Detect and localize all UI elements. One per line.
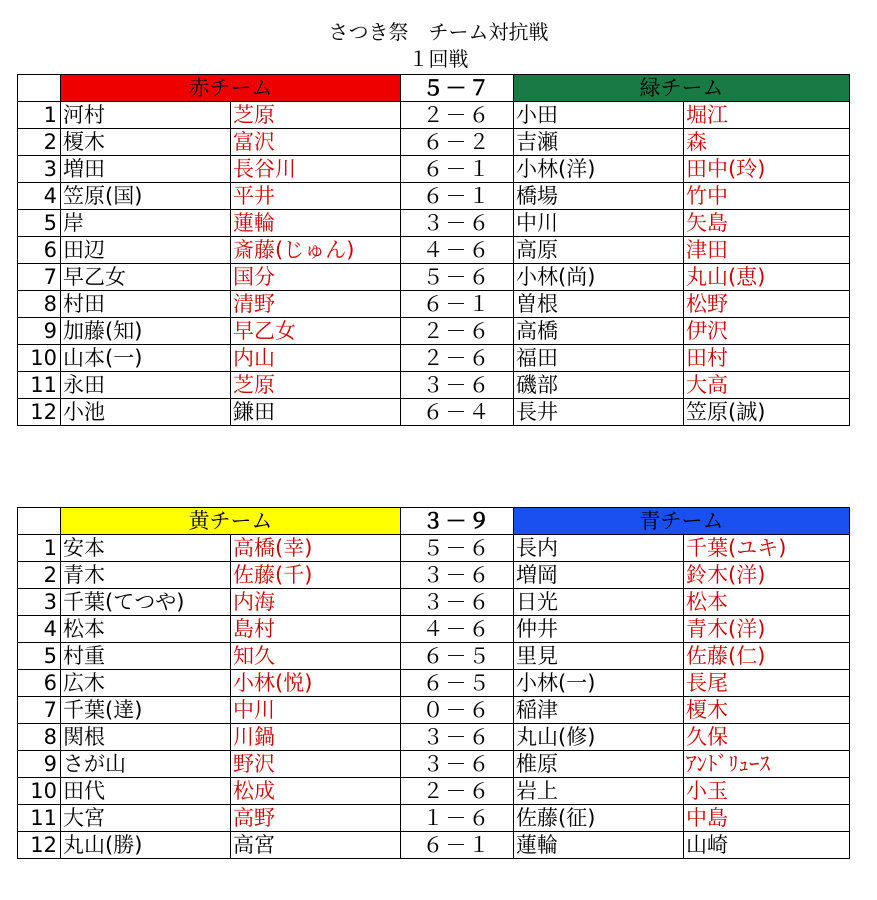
table-row [18, 237, 850, 264]
left-player-2: 清野 [231, 291, 401, 318]
table-row [18, 589, 850, 616]
left-team-header: 赤チーム [61, 75, 401, 102]
match-score: ６－４ [401, 399, 514, 426]
left-player-1: 安本 [61, 535, 231, 562]
row-number: 8 [18, 724, 61, 751]
left-player-1: 松本 [61, 616, 231, 643]
row-number: 10 [18, 345, 61, 372]
row-number: 9 [18, 751, 61, 778]
right-player-2: 小玉 [684, 778, 850, 805]
match-score: ４－６ [401, 237, 514, 264]
left-player-2: 富沢 [231, 129, 401, 156]
left-player-1: 増田 [61, 156, 231, 183]
left-player-2: 鎌田 [231, 399, 401, 426]
row-number: 11 [18, 805, 61, 832]
right-player-2: 松本 [684, 589, 850, 616]
left-player-2: 野沢 [231, 751, 401, 778]
right-player-1: 小田 [514, 102, 684, 129]
right-player-1: 小林(洋) [514, 156, 684, 183]
table-row [18, 643, 850, 670]
left-player-1: 広木 [61, 670, 231, 697]
left-player-1: 加藤(知) [61, 318, 231, 345]
row-number: 5 [18, 643, 61, 670]
right-player-2: 中島 [684, 805, 850, 832]
left-player-2: 中川 [231, 697, 401, 724]
row-number: 5 [18, 210, 61, 237]
left-player-1: 田代 [61, 778, 231, 805]
match-score: ６－１ [401, 156, 514, 183]
match-score: ５－６ [401, 535, 514, 562]
right-player-2: 長尾 [684, 670, 850, 697]
left-player-1: 岸 [61, 210, 231, 237]
table-row [18, 183, 850, 210]
left-player-1: 大宮 [61, 805, 231, 832]
right-player-1: 里見 [514, 643, 684, 670]
right-player-2: 笠原(誠) [684, 399, 850, 426]
right-player-2: 久保 [684, 724, 850, 751]
match-score: ６－２ [401, 129, 514, 156]
match-score: ３－６ [401, 589, 514, 616]
row-number: 7 [18, 264, 61, 291]
header-row [18, 508, 850, 535]
right-player-1: 長内 [514, 535, 684, 562]
left-player-2: 高橋(幸) [231, 535, 401, 562]
match-score: ５－６ [401, 264, 514, 291]
left-player-1: 河村 [61, 102, 231, 129]
left-player-2: 早乙女 [231, 318, 401, 345]
right-player-1: 佐藤(征) [514, 805, 684, 832]
right-player-2: 堀江 [684, 102, 850, 129]
row-number: 6 [18, 237, 61, 264]
row-number: 6 [18, 670, 61, 697]
right-team-header: 青チーム [514, 508, 850, 535]
left-player-2: 小林(悦) [231, 670, 401, 697]
right-player-2: 山崎 [684, 832, 850, 859]
right-player-1: 仲井 [514, 616, 684, 643]
left-player-2: 斎藤(じゅん) [231, 237, 401, 264]
corner-cell [18, 75, 61, 102]
match-score: ３－６ [401, 210, 514, 237]
table-row [18, 535, 850, 562]
row-number: 7 [18, 697, 61, 724]
right-player-1: 小林(一) [514, 670, 684, 697]
left-player-2: 平井 [231, 183, 401, 210]
table-row [18, 832, 850, 859]
right-player-1: 稲津 [514, 697, 684, 724]
left-player-2: 蓮輪 [231, 210, 401, 237]
right-player-2: 青木(洋) [684, 616, 850, 643]
right-player-1: 高原 [514, 237, 684, 264]
left-player-2: 知久 [231, 643, 401, 670]
match-score: ２－６ [401, 345, 514, 372]
right-player-1: 増岡 [514, 562, 684, 589]
table-row [18, 264, 850, 291]
left-player-2: 高宮 [231, 832, 401, 859]
team-score: ３－９ [401, 508, 514, 535]
match-score: ２－６ [401, 778, 514, 805]
left-player-1: 丸山(勝) [61, 832, 231, 859]
left-player-2: 芝原 [231, 102, 401, 129]
corner-cell [18, 508, 61, 535]
match-score: ２－６ [401, 318, 514, 345]
right-player-2: 大高 [684, 372, 850, 399]
match-score: ３－６ [401, 372, 514, 399]
right-player-2: 津田 [684, 237, 850, 264]
table-row [18, 399, 850, 426]
row-number: 12 [18, 399, 61, 426]
table-row [18, 156, 850, 183]
right-player-1: 小林(尚) [514, 264, 684, 291]
left-player-1: 村田 [61, 291, 231, 318]
row-number: 1 [18, 535, 61, 562]
left-player-1: 永田 [61, 372, 231, 399]
right-team-header: 緑チーム [514, 75, 850, 102]
row-number: 8 [18, 291, 61, 318]
match-score: ６－１ [401, 183, 514, 210]
left-player-2: 内山 [231, 345, 401, 372]
left-player-1: 千葉(てつや) [61, 589, 231, 616]
round-label: １回戦 [408, 47, 469, 71]
left-player-1: 小池 [61, 399, 231, 426]
left-player-1: 村重 [61, 643, 231, 670]
left-player-1: さが山 [61, 751, 231, 778]
row-number: 4 [18, 183, 61, 210]
table-row [18, 372, 850, 399]
row-number: 4 [18, 616, 61, 643]
table-row [18, 616, 850, 643]
left-player-2: 島村 [231, 616, 401, 643]
row-number: 1 [18, 102, 61, 129]
match-score: ６－１ [401, 832, 514, 859]
table-row [18, 805, 850, 832]
row-number: 3 [18, 156, 61, 183]
right-player-2: 伊沢 [684, 318, 850, 345]
left-player-1: 関根 [61, 724, 231, 751]
match-score: ３－６ [401, 724, 514, 751]
match-score: ６－５ [401, 670, 514, 697]
right-player-1: 磯部 [514, 372, 684, 399]
left-player-2: 内海 [231, 589, 401, 616]
table-row [18, 562, 850, 589]
row-number: 2 [18, 562, 61, 589]
right-player-2: 佐藤(仁) [684, 643, 850, 670]
right-player-1: 長井 [514, 399, 684, 426]
match-score: ６－５ [401, 643, 514, 670]
table-row [18, 291, 850, 318]
table-row [18, 102, 850, 129]
right-player-1: 高橋 [514, 318, 684, 345]
right-player-1: 椎原 [514, 751, 684, 778]
left-player-1: 榎木 [61, 129, 231, 156]
left-player-2: 芝原 [231, 372, 401, 399]
right-player-1: 吉瀬 [514, 129, 684, 156]
match-score: １－６ [401, 805, 514, 832]
match-score: ３－６ [401, 751, 514, 778]
table-row [18, 697, 850, 724]
right-player-2: 榎木 [684, 697, 850, 724]
left-player-1: 笠原(国) [61, 183, 231, 210]
match-score: ２－６ [401, 102, 514, 129]
left-player-2: 松成 [231, 778, 401, 805]
table-row [18, 129, 850, 156]
left-player-2: 佐藤(千) [231, 562, 401, 589]
right-player-2: ｱﾝﾄﾞﾘｭｰｽ [684, 751, 850, 778]
right-player-1: 日光 [514, 589, 684, 616]
left-team-header: 黄チーム [61, 508, 401, 535]
table-row [18, 210, 850, 237]
header-row [18, 75, 850, 102]
left-player-1: 千葉(達) [61, 697, 231, 724]
row-number: 9 [18, 318, 61, 345]
right-player-1: 丸山(修) [514, 724, 684, 751]
table-row [18, 345, 850, 372]
right-player-1: 橋場 [514, 183, 684, 210]
right-player-1: 岩上 [514, 778, 684, 805]
right-player-1: 福田 [514, 345, 684, 372]
left-player-1: 早乙女 [61, 264, 231, 291]
row-number: 12 [18, 832, 61, 859]
left-player-1: 田辺 [61, 237, 231, 264]
right-player-2: 松野 [684, 291, 850, 318]
table-row [18, 670, 850, 697]
left-player-1: 山本(一) [61, 345, 231, 372]
table-row [18, 724, 850, 751]
match-score: ６－１ [401, 291, 514, 318]
right-player-2: 田村 [684, 345, 850, 372]
match-score: ４－６ [401, 616, 514, 643]
left-player-2: 高野 [231, 805, 401, 832]
right-player-2: 田中(玲) [684, 156, 850, 183]
left-player-2: 国分 [231, 264, 401, 291]
right-player-2: 竹中 [684, 183, 850, 210]
row-number: 2 [18, 129, 61, 156]
table-row [18, 318, 850, 345]
table-row [18, 778, 850, 805]
row-number: 10 [18, 778, 61, 805]
right-player-2: 千葉(ユキ) [684, 535, 850, 562]
table-row [18, 751, 850, 778]
left-player-2: 川鍋 [231, 724, 401, 751]
team-score: ５－７ [401, 75, 514, 102]
page-title: さつき祭 チーム対抗戦 [328, 20, 549, 44]
right-player-2: 森 [684, 129, 850, 156]
right-player-1: 蓮輪 [514, 832, 684, 859]
right-player-1: 中川 [514, 210, 684, 237]
match-score: ３－６ [401, 562, 514, 589]
row-number: 3 [18, 589, 61, 616]
left-player-1: 青木 [61, 562, 231, 589]
right-player-1: 曽根 [514, 291, 684, 318]
left-player-2: 長谷川 [231, 156, 401, 183]
match-table-yellow-blue [17, 507, 850, 859]
row-number: 11 [18, 372, 61, 399]
match-table-red-green [17, 74, 850, 426]
right-player-2: 鈴木(洋) [684, 562, 850, 589]
right-player-2: 矢島 [684, 210, 850, 237]
right-player-2: 丸山(恵) [684, 264, 850, 291]
match-score: ０－６ [401, 697, 514, 724]
